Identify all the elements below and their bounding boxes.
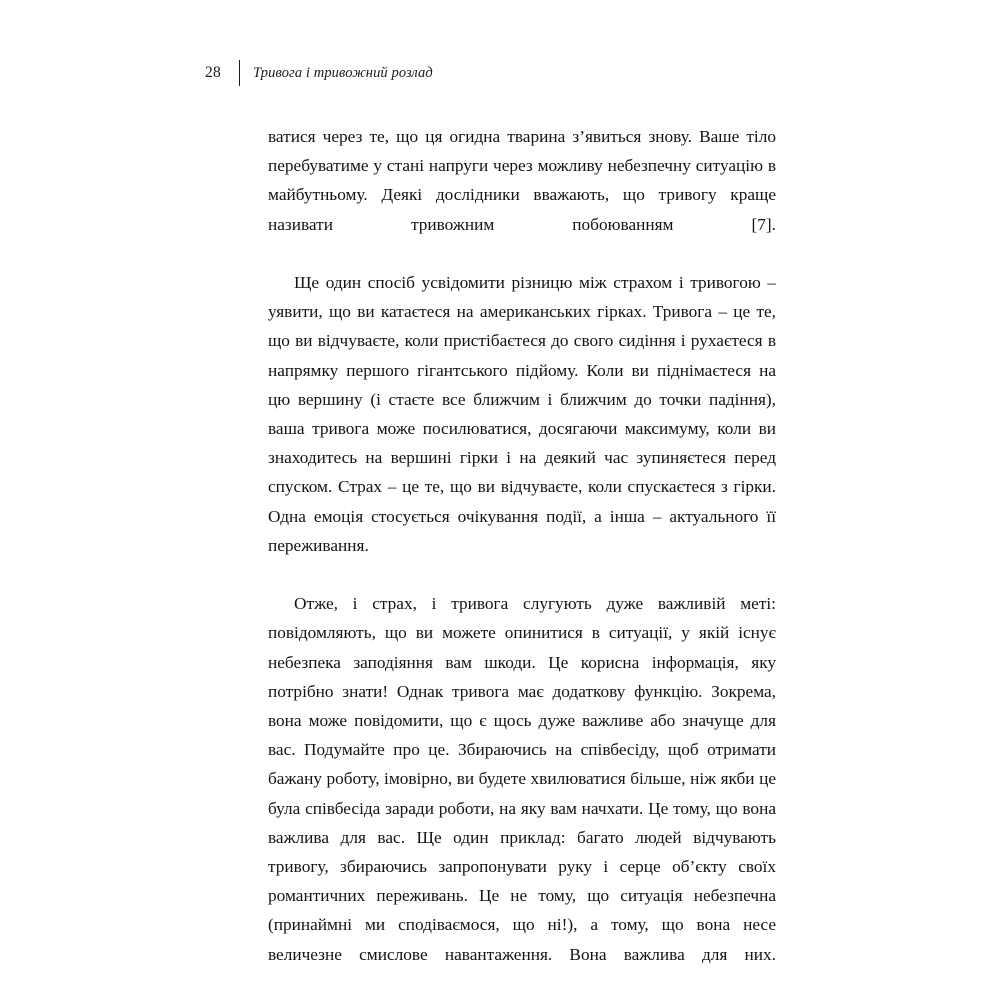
paragraph: Отже, і страх, і тривога слугують дуже важливій меті: повідомляють, що ви можете опинитися в ситуації, у якій існує небезпека заподіяння вам шкоди. Це корисна інформація, яку потрібно знати! Однак тривога має додаткову функцію. Зокрема, вона може повідомити, що є щось дуже важливе або значуще для вас. Подумайте про це. Збираючись на співбесіду, щоб отримати бажану роботу, імовірно, ви будете хвилюватися більше, ніж якби це була співбесіда заради роботи, на яку вам начхати. Це тому, що вона важлива для вас. Ще один приклад: багато людей відчувають тривогу, збираючись запропонувати руку і серце об’єкту своїх романтичних переживань. Це не тому, що ситуація небезпечна (принаймні ми сподіваємося, що ні!), а тому, що вона несе величезне смислове навантаження. Вона важлива для них. (268, 594, 776, 964)
header-divider (239, 60, 240, 86)
paragraph: Ще один спосіб усвідомити різницю між страхом і тривогою – уявити, що ви катаєтеся на американських гірках. Тривога – це те, що ви відчуваєте, коли пристібаєтеся до свого сидіння і рухаєтеся в напрямку першого гігантського підйому. Коли ви піднімаєтеся на цю вершину (і стаєте все ближчим і ближчим до точки падіння), ваша тривога може посилюватися, досягаючи максимуму, коли ви знаходитесь на вершині гірки і на деякий час зупиняєтеся перед спуском. Страх – це те, що ви відчуваєте, коли спускаєтеся з гірки. Одна емоція стосується очікування події, а інша – актуального її переживання. (268, 273, 776, 555)
page-header (205, 60, 433, 86)
paragraph: ватися через те, що ця огидна тварина з’явиться знову. Ваше тіло перебуватиме у стані напруги через можливу небезпечну ситуацію в майбутньому. Деякі дослідники вважають, що тривогу краще називати тривожним побоюванням [7]. (268, 127, 776, 234)
running-title: Тривога і тривожний розлад (253, 64, 433, 81)
body-text-column (268, 122, 776, 998)
page-number: 28 (205, 64, 221, 81)
